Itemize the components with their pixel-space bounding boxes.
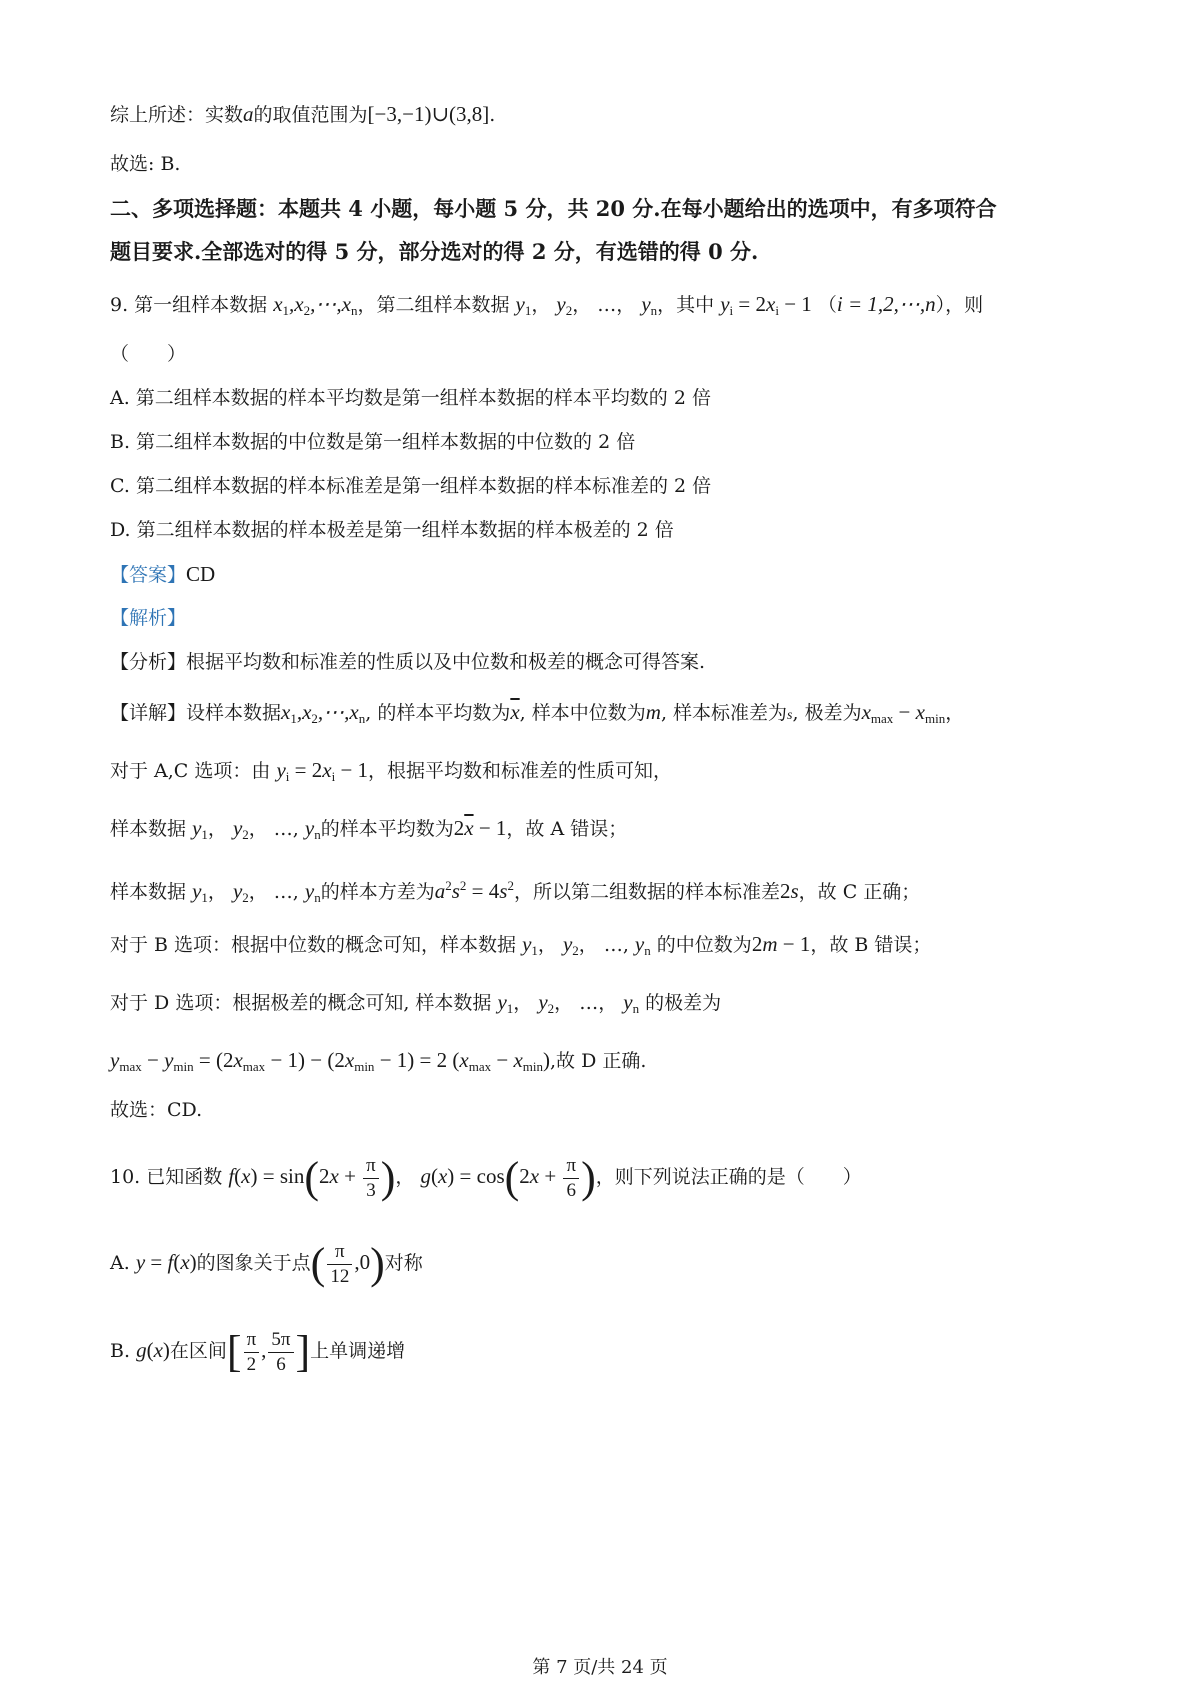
analysis-summary: 【分析】根据平均数和标准差的性质以及中位数和极差的概念可得答案. xyxy=(110,651,706,673)
range-formula-line: $y_{max} - y_{min} = (2x_{max} - 1) - (2x_{min} - 1) = 2$ $(x_{max} - x_{min})$,故 D 正确. xyxy=(110,1048,647,1074)
detail-line: 【详解】设样本数据$x_1,x_2,\cdots,x_n$, 的样本平均数为$\overline{x}$, 样本中位数为m, 样本标准差为s, 极差为$x_{max} - x_{min}$， xyxy=(110,700,965,726)
summary-line: 综上所述：实数a的取值范围为[−3,−1)∪(3,8]. xyxy=(110,102,496,126)
section-heading-line1: 二、多项选择题：本题共 4 小题，每小题 5 分，共 20 分.在每小题给出的选项中，有多项符合 xyxy=(110,196,997,221)
choice-line: 故选: B. xyxy=(110,153,181,175)
ac-line: 对于 A,C 选项：由 $y_i = 2x_i - 1$，根据平均数和标准差的性质可知， xyxy=(110,758,673,784)
option-d: D. 第二组样本数据的样本极差是第一组样本数据的样本极差的 2 倍 xyxy=(110,519,674,541)
range-set: [−3,−1)∪(3,8] xyxy=(367,102,490,126)
final-choice: 故选：CD. xyxy=(110,1099,203,1121)
option-b: B. 第二组样本数据的中位数是第一组样本数据的中位数的 2 倍 xyxy=(110,431,636,453)
question-10-option-b: B. g(x)在区间[ $\frac{\pi}{2}$ , $\frac{5\pi}{6}$ ]上单调递增 xyxy=(110,1327,406,1376)
variance-line: 样本数据 $y_1$， $y_2$， …, $y_n$的样本方差为$a^2s^2 = 4s^2$，所以第二组数据的样本标准差2s，故 C 正确； xyxy=(110,878,921,905)
question-9-paren: （ ） xyxy=(110,343,187,365)
option-c: C. 第二组样本数据的样本标准差是第一组样本数据的样本标准差的 2 倍 xyxy=(110,475,712,497)
range-line: 对于 D 选项：根据极差的概念可知, 样本数据 $y_1$， $y_2$， …， $y_n$ 的极差为 xyxy=(110,990,722,1016)
analysis-tag: 【解析】 xyxy=(110,607,187,629)
section-heading-line2: 题目要求.全部选对的得 5 分，部分选对的得 2 分，有选错的得 0 分. xyxy=(110,239,759,264)
mean-line: 样本数据 $y_1$， $y_2$， …, $y_n$的样本平均数为$2\overline{x} - 1$，故 A 错误； xyxy=(110,816,628,842)
answer-tag: 【答案】 xyxy=(110,564,187,586)
question-9-stem: 9. 第一组样本数据 $x_1,x_2,\cdots,x_n$，第二组样本数据 $y_1$， $y_2$， …， $y_n$，其中 $y_i = 2x_i - 1$ （i = 1,2,⋯,n），则 xyxy=(110,292,984,318)
median-line: 对于 B 选项：根据中位数的概念可知，样本数据 $y_1$， $y_2$， …, $y_n$ 的中位数为2m − 1，故 B 错误； xyxy=(110,932,932,958)
question-10-option-a: A. y = f(x)的图象关于点( $\frac{\pi}{12}$ ,0)对称 xyxy=(110,1239,423,1288)
answer-line xyxy=(110,560,215,589)
answer-value: CD xyxy=(186,562,216,586)
option-a: A. 第二组样本数据的样本平均数是第一组样本数据的样本平均数的 2 倍 xyxy=(110,387,711,409)
question-10-stem: 10. 已知函数 f(x) = sin(2x + $\frac{\pi}{3}$ )， g(x) = cos(2x + $\frac{\pi}{6}$ )，则下列说法正确的是（ ） xyxy=(110,1153,862,1202)
page-footer: 第 7 页/共 24 页 xyxy=(532,1657,668,1678)
